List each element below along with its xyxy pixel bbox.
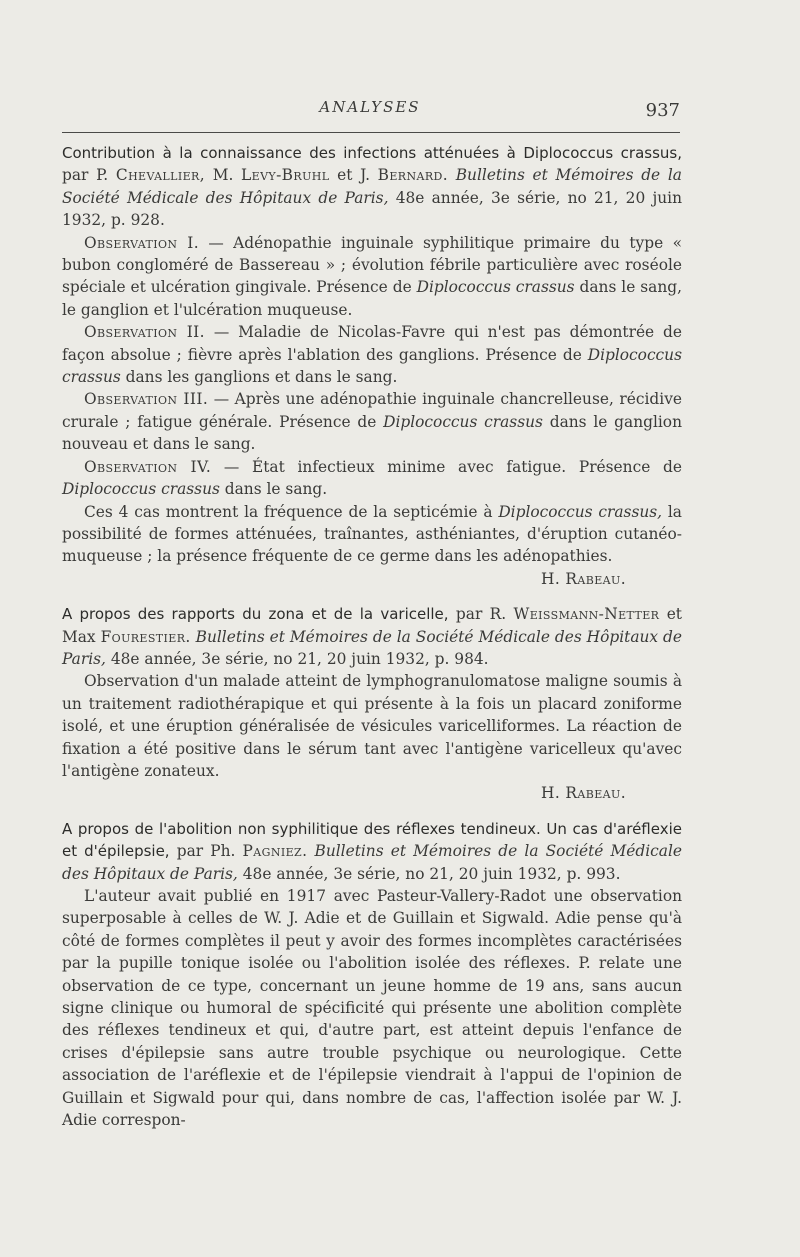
author: Levy-Bruhl — [241, 166, 330, 185]
running-head — [60, 98, 680, 126]
article-heading: Contribution à la connaissance des infections atténuées à Diplococcus crassus, par P. Chevallier, M. Levy-Bruhl et J. Bernard. Bulletins et Mémoires de la Société Médicale des Hôpitaux de Paris, 48e année, 3e série, no 21, 20 juin 1932, p. 928. — [62, 144, 682, 230]
article-heading: A propos des rapports du zona et de la varicelle, par R. Weissmann-Netter et Max Fourestier. Bulletins et Mémoires de la Société Médicale des Hôpitaux de Paris, 48e année, 3e série, no 21, 20 juin 1932, p. 984. — [62, 605, 682, 668]
journal-name: Bulletins et Mémoires de la Société Médicale des Hôpitaux de Paris, — [62, 627, 682, 668]
article-title: A propos des rapports du zona et de la varicelle, — [62, 605, 449, 624]
observation-label: Observation IV. — [84, 457, 212, 476]
author: Fourestier. — [100, 627, 191, 646]
article-column — [62, 142, 682, 1131]
running-title: ANALYSES — [319, 98, 421, 116]
author: Pagniez. — [242, 842, 308, 861]
journal-name: Bulletins et Mémoires de la Société Médicale des Hôpitaux de Paris, — [62, 842, 682, 883]
observation-paragraph: Observation I. — Adénopathie inguinale syphilitique primaire du type « bubon congloméré de Bassereau » ; évolution fébrile particulière avec roséole spéciale et ulcération gingivale. Présence de Diplococcus crassus dans le sang, le ganglion et l'ulcération muqueuse. — [62, 233, 683, 319]
observation-paragraph: Observation IV. — État infectieux minime avec fatigue. Présence de Diplococcus crassus dans le sang. — [62, 457, 682, 499]
author: Chevallier, — [115, 166, 205, 185]
body-paragraph: L'auteur avait publié en 1917 avec Pasteur-Vallery-Radot une observation superposable à celles de W. J. Adie et de Guillain et Sigwald. Adie pense qu'à côté de formes complètes il peut y avoir des formes incomplètes caractérisées par la pupille tonique isolée ou l'abolition isolée des réflexes. P. relate une observation de ce type, concernant un jeune homme de 19 ans, sans aucun signe clinique ou humoral de spécificité qui présente une abolition complète des réflexes tendineux et qui, d'autre part, est atteint depuis l'enfance de crises d'épilepsie sans autre trouble psychique ou neurologique. Cette association de l'aréflexie et de l'épilepsie viendrait à l'appui de l'opinion de Guillain et Sigwald pour qui, dans nombre de cas, l'affection isolée par W. J. Adie correspon- — [62, 887, 682, 1130]
header-rule — [62, 132, 680, 133]
observation-label: Observation III. — [84, 390, 209, 409]
article-title: Contribution à la connaissance des infections atténuées à Diplococcus crassus, — [62, 144, 682, 162]
observation-paragraph: Observation III. — Après une adénopathie inguinale chancrelleuse, récidive crurale ; fatigue générale. Présence de Diplococcus crassus dans le ganglion nouveau et dans le sang. — [62, 390, 683, 454]
citation-ref: 48e année, 3e série, no 21, 20 juin 1932, p. 928. — [62, 188, 682, 230]
citation-ref: 48e année, 3e série, no 21, 20 juin 1932, p. 993. — [242, 864, 621, 883]
observation-label: Observation II. — [84, 323, 205, 342]
observation-label: Observation I. — [84, 233, 199, 252]
author: Weissmann-Netter — [513, 605, 660, 624]
article-areflexie — [62, 818, 682, 1132]
reviewer-signature: H. Rabeau. — [541, 784, 626, 803]
page-number: 937 — [645, 100, 680, 121]
body-paragraph: Observation d'un malade atteint de lymphogranulomatose maligne soumis à un traitement radiothérapique et qui présente à la fois un placard zoniforme isolé, et une éruption généralisée de vésicules varicelliformes. La réaction de fixation a été positive dans le sérum tant avec l'antigène varicelleux qu'avec l'antigène zonateux. — [62, 672, 682, 780]
article-zona-varicelle — [62, 603, 682, 805]
article-title: A propos de l'abolition non syphilitique des réflexes tendineux. Un cas d'aréflexie et d'épilepsie, — [62, 819, 682, 861]
reviewer-signature: H. Rabeau. — [541, 569, 626, 588]
journal-name: Bulletins et Mémoires de la Société Médicale des Hôpitaux de Paris, — [62, 166, 682, 207]
summary-paragraph: Ces 4 cas montrent la fréquence de la septicémie à Diplococcus crassus, la possibilité de formes atténuées, traînantes, asthéniantes, d'éruption cutanéo-muqueuse ; la présence fréquente de ce germe dans les adénopathies. — [62, 502, 682, 566]
author: Bernard. — [377, 166, 449, 185]
observation-paragraph: Observation II. — Maladie de Nicolas-Favre qui n'est pas démontrée de façon absolue ; fièvre après l'ablation des ganglions. Présence de Diplococcus crassus dans les ganglions et dans le sang. — [62, 323, 683, 387]
article-diplococcus — [62, 142, 682, 590]
article-heading: A propos de l'abolition non syphilitique des réflexes tendineux. Un cas d'aréflexie et d'épilepsie, par Ph. Pagniez. Bulletins et Mémoires de la Société Médicale des Hôpitaux de Paris, 48e année, 3e série, no 21, 20 juin 1932, p. 993. — [62, 819, 682, 883]
citation-ref: 48e année, 3e série, no 21, 20 juin 1932, p. 984. — [110, 649, 489, 668]
